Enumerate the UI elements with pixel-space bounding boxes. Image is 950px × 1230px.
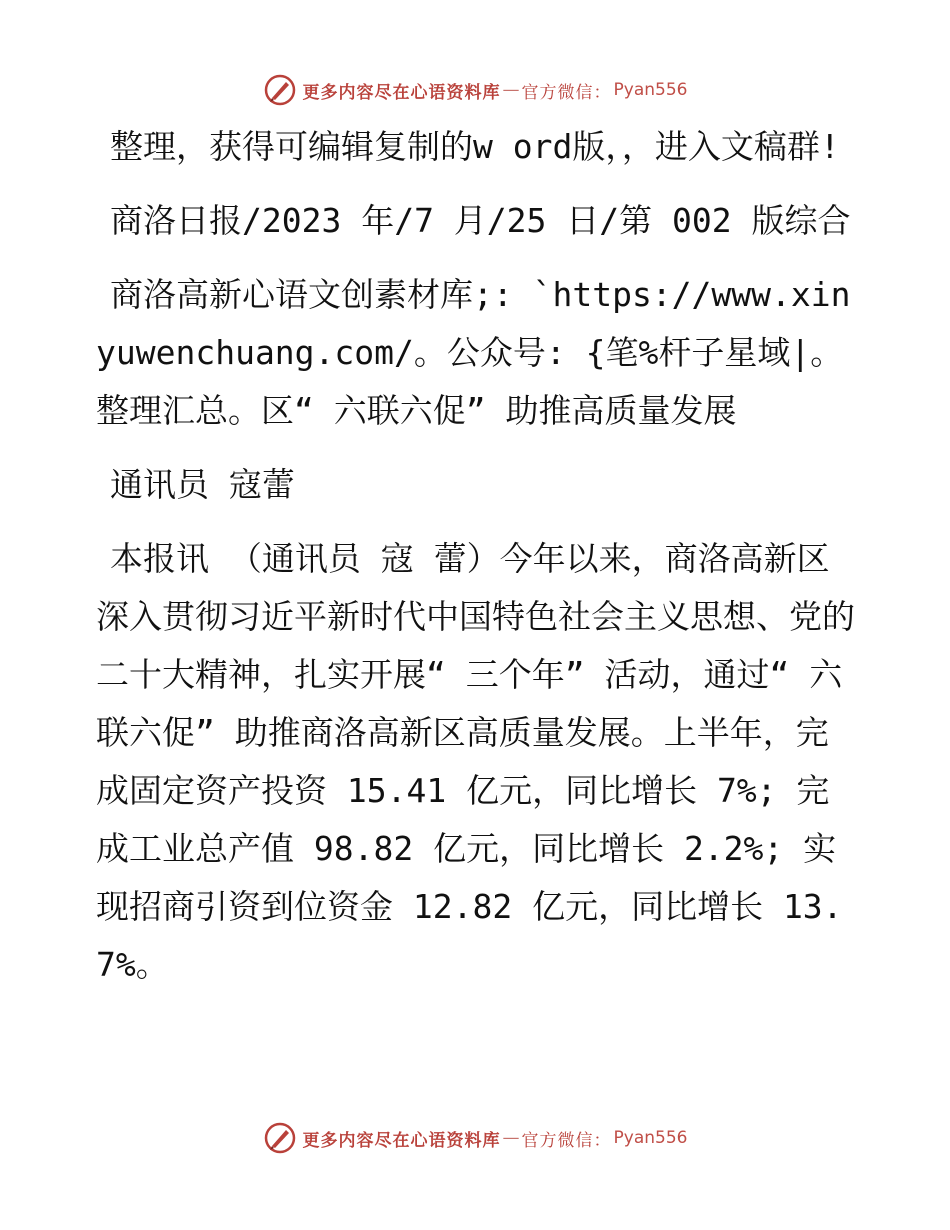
banner-wechat-label: 官方微信： (521, 1130, 612, 1151)
banner-separator: — (502, 80, 520, 100)
body-paragraph: 本报讯 （通讯员 寇 蕾）今年以来，商洛高新区深入贯彻习近平新时代中国特色社会主义思想、党的二十大精神，扎实开展“ 三个年” 活动，通过“ 六联六促” 助推商洛高新区高质量发展。上半年，完成固定资产投资 15.41 亿元，同比增长 7%; 完成工业总产值 98.82 亿元，同比增长 2.2%; 实现招商引资到位资金 12.82 亿元，同比增长 13.7%。 (96, 539, 855, 984)
banner-wechat-label: 官方微信： (521, 82, 612, 103)
document-body (96, 118, 856, 1010)
intro-paragraph: 整理，获得可编辑复制的w ord版，，进入文稿群! (110, 127, 840, 166)
banner-wechat-id: Pyan556 (613, 80, 688, 100)
footer-banner (0, 1118, 950, 1158)
banner-main-text: 更多内容尽在心语资料库 (302, 82, 501, 103)
pen-feather-logo-icon (263, 1121, 297, 1155)
header-banner (0, 70, 950, 110)
byline: 通讯员 寇蕾 (110, 465, 295, 504)
banner-wechat-id: Pyan556 (613, 1128, 688, 1148)
banner-separator: — (502, 1128, 520, 1148)
title-paragraph: 商洛高新心语文创素材库;: `https://www.xinyuwenchuang.com/。公众号: {笔%杆子星域|。整理汇总。区“ 六联六促” 助推高质量发展 (96, 275, 851, 430)
banner-main-text: 更多内容尽在心语资料库 (302, 1130, 501, 1151)
source-line: 商洛日报/2023 年/7 月/25 日/第 002 版综合 (110, 201, 851, 240)
pen-feather-logo-icon (263, 73, 297, 107)
